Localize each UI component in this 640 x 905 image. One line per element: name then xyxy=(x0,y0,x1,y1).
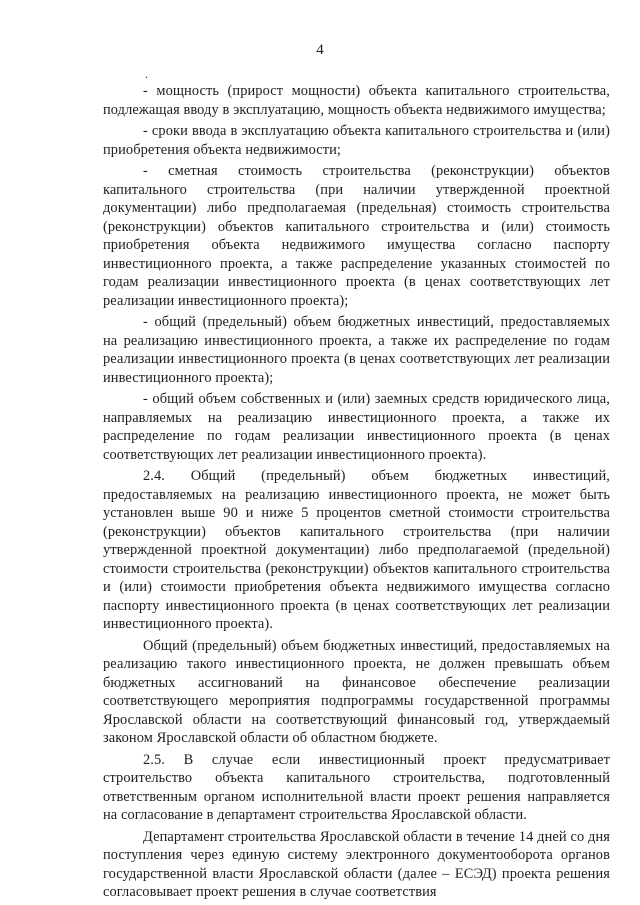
page-number: 4 xyxy=(316,42,324,58)
leading-mark: . xyxy=(145,67,149,81)
document-body xyxy=(103,69,610,902)
paragraph-budget-investments: - общий (предельный) объем бюджетных инвестиций, предоставляемых на реализацию инвестиционного проекта, а также их распределение по годам реализации инвестиционного проекта (в ценах соответствующих лет реализации инвестиционного проекта); xyxy=(103,314,610,386)
paragraph-capacity: - мощность (прирост мощности) объекта капитального строительства, подлежащая вводу в эксплуатацию, мощность объекта недвижимого имущества; xyxy=(103,83,610,118)
paragraph-department-approval: Департамент строительства Ярославской области в течение 14 дней со дня поступления через единую систему электронного документооборота органов государственной власти Ярославской области (далее – ЕСЭД) проекта решения согласовывает проект решения в случае соответствия xyxy=(103,828,610,900)
paragraph-section-2-4: 2.4. Общий (предельный) объем бюджетных инвестиций, предоставляемых на реализацию инвестиционного проекта, не может быть установлен выше 90 и ниже 5 процентов сметной стоимости строительства (реконструкции) объектов капитального строительства (при наличии утвержденной проектной документации) либо предполагаемой (предельной) стоимости строительства (реконструкции) объектов капитального строительства и (или) стоимости приобретения объекта недвижимого имущества согласно паспорту инвестиционного проекта (в ценах соответствующих лет реализации инвестиционного проекта). xyxy=(103,468,610,632)
paragraph-commissioning-terms: - сроки ввода в эксплуатацию объекта капитального строительства и (или) приобретения объекта недвижимости; xyxy=(103,123,610,158)
paragraph-total-limit: Общий (предельный) объем бюджетных инвестиций, предоставляемых на реализацию такого инвестиционного проекта, не должен превышать объем бюджетных ассигнований на финансовое обеспечение реализации соответствующего мероприятия подпрограммы государственной программы Ярославской области на соответствующий финансовый год, утверждаемый законом Ярославской области об областном бюджете. xyxy=(103,637,610,746)
paragraph-own-funds: - общий объем собственных и (или) заемных средств юридического лица, направляемых на реализацию инвестиционного проекта, а также их распределение по годам реализации инвестиционного проекта (в ценах соответствующих лет реализации инвестиционного проекта). xyxy=(103,391,610,463)
paragraph-section-2-5: 2.5. В случае если инвестиционный проект предусматривает строительство объекта капитального строительства, подготовленный ответственным органом исполнительной власти проект решения направляется на согласование в департамент строительства Ярославской области. xyxy=(103,751,610,823)
paragraph-estimated-cost: - сметная стоимость строительства (реконструкции) объектов капитального строительства (при наличии утвержденной проектной документации) либо предполагаемая (предельная) стоимость строительства (реконструкции) объектов капитального строительства и (или) стоимость приобретения объекта недвижимого имущества согласно паспорту инвестиционного проекта, а также распределение указанных стоимостей по годам реализации инвестиционного проекта (в ценах соответствующих лет реализации инвестиционного проекта); xyxy=(103,163,610,309)
